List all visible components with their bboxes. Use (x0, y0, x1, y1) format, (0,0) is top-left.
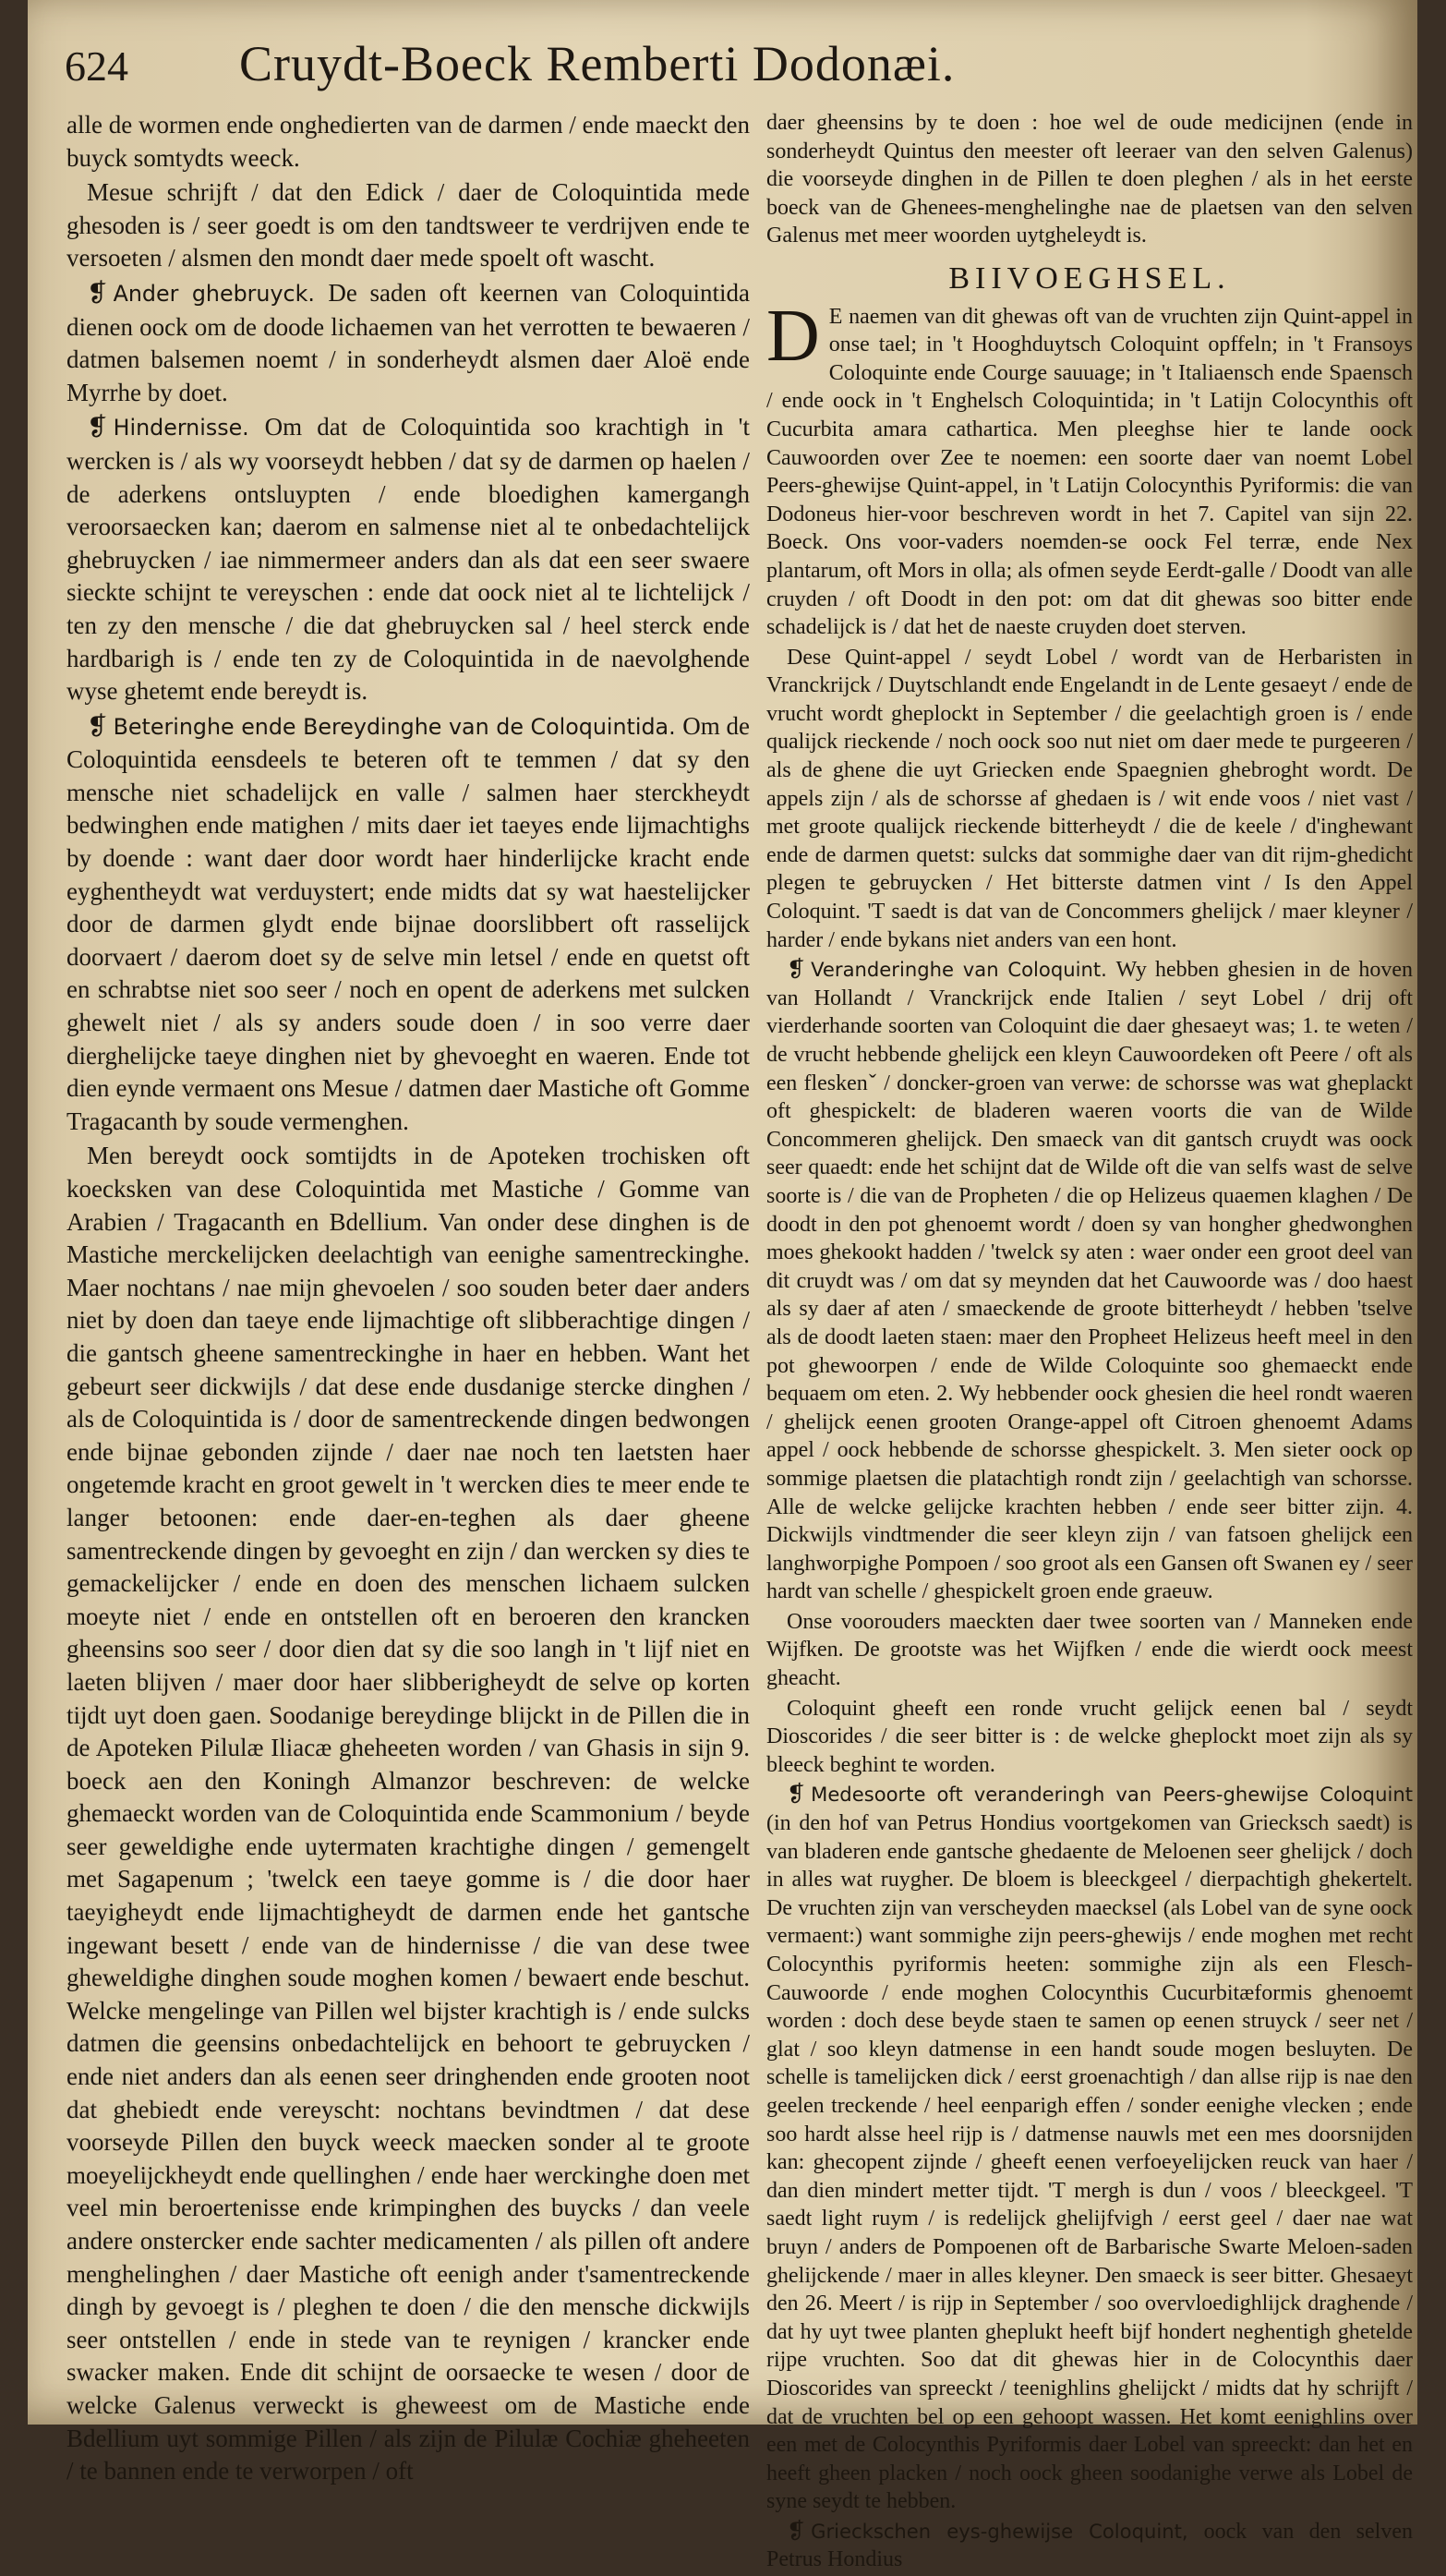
paragraph-text: De saden oft keernen van Coloquintida dienen oock om de doode lichaemen van het verrotten te bewaeren / datmen balsemen noemt / in sonderheydt alsmen daer Aloë ende Myrrhe by doet. (66, 278, 750, 406)
left-paragraph (66, 1140, 750, 2487)
running-head (65, 35, 1090, 100)
paragraph-text: Mesue schrijft / dat den Edick / daer de Coloquintida mede ghesoden is / seer goedt is om den tandtsweer te verdrijven ende te versoeten / alsmen den mondt daer mede spoelt oft wascht. (66, 178, 750, 272)
page-title: Cruydt-Boeck Remberti Dodonæi. (239, 36, 956, 91)
book-page (28, 0, 1417, 2572)
paragraph-text: E naemen van dit ghewas oft van de vruchten zijn Quint-appel in onse tael; in 't Hooghduytsch Coloquint opffeln; in 't Fransoys Coloquinte ende Courge sauuage; in 't Italiaensch ende Spaensch / ende oock in 't Enghelsch Coloquintida; in 't Latijn Colocynthis oft Cucurbita amara cathartica. Men pleeghse hier te lande oock Cauwoorden over Zee te noemen: een soorte daer van noemt Lobel Peers-ghewijse Quint-appel, in 't Latijn Colocynthis Pyriformis: die van Dodoneus hier-voor beschreven wordt in het 7. Capitel van sijn 22. Boeck. Ons voor-vaders noemden-se oock Fel terræ, ende Nex plantarum, oft Mors in olla; als ofmen seyde Eerdt-galle / Doodt van alle cruyden / oft Doodt in den pot: om dat dit ghewas soo bitter ende schadelijck is / dat het de naeste cruyden doet sterven. (766, 304, 1413, 640)
right-column (766, 109, 1413, 2576)
right-paragraph (766, 1608, 1413, 1693)
paragraph-text: alle de wormen ende onghedierten van de darmen / ende maeckt den buyck somtydts weeck. (66, 111, 750, 172)
paragraph-text: oock van den selven Petrus Hondius (766, 2519, 1413, 2572)
left-paragraph (66, 411, 750, 707)
right-paragraph (766, 1695, 1413, 1780)
right-paragraph (766, 956, 1413, 1606)
right-paragraph (766, 2518, 1413, 2574)
right-paragraph (766, 1781, 1413, 2515)
left-paragraph (66, 710, 750, 1139)
drop-cap: D (766, 295, 820, 377)
paragraph-mark-icon: ❡ (787, 2519, 806, 2544)
paragraph-mark-icon: ❡ (87, 413, 108, 441)
bijvoeghsel-body (766, 295, 1413, 2575)
paragraph-text: Wy hebben ghesien in de hoven van Hollandt / Vranckrijck ende Italien / seyt Lobel / drij oft vierderhande soorten van Coloquint die daer ghesaeyt was; 1. te weten / de vrucht hebbende ghelijck een kleyn Cauwoordeken oft Peere / oft als een fleskenˇ / doncker-groen van verwe: de schorsse was wat gheplackt oft ghespickelt: de bladeren waeren voorts die van de Wilde Concommeren ghelijck. Den smaeck van dit gantsch cruydt was oock seer quaedt: ende het schijnt dat de Wilde oft die van selfs wast de selve soorte is / die van de Propheten / die op Helizeus quaemen klaghen / De doodt in den pot ghenoemt wordt / doen sy van hongher ghedwonghen moes ghekookt hadden / 'twelck sy aten : waer onder een groot deel van dit cruydt was / om dat sy meynden dat het Cauwoorde was / doo haest als sy daer af aten / smaeckende de groote bitterheydt / hebben 'tselve als de doodt laeten staen: maer den Propheet Helizeus heeft meel in den pot ghewoorpen / ende de Wilde Coloquinte soo ghemaeckt ende bequaem om eten. 2. Wy hebbender oock ghesien die heel rondt waeren / ghelijck eenen grooten Orange-appel oft Citroen ghenoemt Adams appel / oock hebbende de schorsse ghespickelt. 3. Men sieter oock op sommige plaetsen die platachtigh rondt zijn / geelachtigh van schorsse. Alle de welcke gelijcke krachten hebben / ende seer bitter zijn. 4. Dickwijls vindtmender die seer kleyn zijn / van fatsoen ghelijck een langhworpighe Pompoen / soo groot als een Gansen oft Swanen ey / seer hardt van schelle / ghespickelt groen ende graeuw. (766, 958, 1413, 1604)
right-paragraph (766, 644, 1413, 955)
paragraph-text: (in den hof van Petrus Hondius voortgekomen van Griecksch saedt) is van bladeren ende gantsche ghedaente de Meloenen seer ghelijck / doch in alles wat ruygher. De bloem is bleeckgeel / dierpachtigh ghekertelt. De vruchten zijn van verscheyden maecksel (als Lobel van de syne oock vermaent:) want sommighe zijn peers-ghewijs / ende moghen met recht Colocynthis pyriformis heeten: sommighe zijn als een Flesch-Cauwoorde / ende moghen Colocynthis Cucurbitæformis ghenoemt worden : doch dese beyde staen te samen op eenen struyck / seer net / glat / soo kleyn datmense in een handt soude mogen besluyten. De schelle is tamelijcken dick / eerst groenachtigh / dan allse rijp is nae den geelen treckende / heel eenparigh effen / sonder eenighe vlecken ; ende soo hardt alsse heel rijp is / datmense nauwls met een mes doorsnijden kan: ghecopent zijnde / gheeft eenen verfoeyelijcken reuck van haer / dan dien mindert metter tijdt. 'T mergh is dun / voos / bleeckgeel. 'T saedt light ruym / is redelijck ghelijfvigh / eerst geel / daer nae wat bruyn / anders de Pompoenen oft de Barbarische Swarte Meloen-saden ghelijckende / maer in alles kleyner. Den smaeck is seer bitter. Ghesaeyt den 26. Meert / is rijp in September / soo overvloedighlijck draghende / dat hy uyt twee planten gheplukt heeft bijf hondert neghentigh ghetelde rijpe vruchten. Soo dat dit ghewas hier in de Colocynthis daer Dioscorides van spreeckt / teenighlins ghelijckt / midts dat hy schrijft / dat de vruchten bel op een gehoopt wassen. Het komt eenighlins over een met de Colocynthis Pyriformis daer Lobel van spreeckt: dan het en heeft gheen placken / noch oock gheen soodanighe verwe als Lobel de syne seydt te hebben. (766, 1811, 1413, 2514)
right-paragraph (766, 295, 1413, 642)
paragraph-lead: Grieckschen eys-ghewijse Coloquint, (811, 2519, 1204, 2543)
paragraph-mark-icon: ❡ (87, 711, 108, 740)
section-heading: BIIVOEGHSEL. (948, 260, 1231, 296)
paragraph-text: Dese Quint-appel / seydt Lobel / wordt van de Herbaristen in Vranckrijck / Duytschlandt ende Engelandt in de Lente gesaeyt / ende de vrucht wordt gheplockt in September / die geelachtigh groen is / ende qualijck rieckende / noch oock soo nut niet om daer mede te purgeeren / als de ghene die uyt Griecken ende Spaegnien ghebroght wordt. De appels zijn / als de schorsse af ghedaen is / wit ende voos / niet vast / met groote qualijck rieckende bitterheydt / die de keele / d'inghewant ende de darmen quetst: sulcks dat sommighe daer van dit rijm-ghedicht plegen te gebruycken / Het bitterste datmen vint / Is den Appel Coloquint. 'T saedt is dat van de Concommers ghelijck / maer kleyner / harder / ende bykans niet anders van een hont. (766, 645, 1413, 952)
paragraph-text: Coloquint gheeft een ronde vrucht gelijck eenen bal / seydt Dioscorides / die seer bitter is : de welcke gheplockt moet zijn als sy bleeck beghint te worden. (766, 1696, 1413, 1777)
paragraph-mark-icon: ❡ (87, 278, 108, 307)
paragraph-text: Onse voorouders maeckten daer twee soorten van / Manneken ende Wijfken. De grootste was het Wijfken / ende die wierdt oock meest gheacht. (766, 1609, 1413, 1691)
paragraph-text: Om de Coloquintida eensdeels te beteren oft te temmen / dat sy den mensche niet schadelijck en valle / salmen haer sterckheydt bedwinghen ende matighen / mits daer iet taeyes ende lijmachtighs by doende : want daer door wordt haer hinderlijcke kracht ende eyghentheydt wat verduystert; ende midts dat sy wat haestelijcker door de darmen glydt ende bijnae doorslibbert oft rasselijck doorvaert / daerom doet sy de selve min letsel / ende en quetst oft en schrabtse niet soo seer / noch en opent de aderkens met sulcken ghewelt niet / als sy anders soude doen / in soo verre daer dierghelijcke taeye dinghen niet by ghevoeght en waeren. Ende tot dien eynde vermaent ons Mesue / datmen daer Mastiche oft Gomme Tragacanth by soude vermenghen. (66, 711, 751, 1135)
paragraph-mark-icon: ❡ (787, 958, 806, 983)
left-paragraph (66, 277, 750, 409)
paragraph-mark-icon: ❡ (787, 1783, 806, 1808)
paragraph-lead: Hindernisse. (113, 415, 265, 441)
paragraph-lead: Medesoorte oft veranderingh van Peers-ghewijse Coloquint (811, 1783, 1413, 1807)
left-paragraph (66, 176, 750, 275)
paragraph-text: Om dat de Coloquintida soo krachtigh in 't wercken is / als wy voorseydt hebben / dat sy de darmen op haelen / de aderkens ontsluypten / ende bloedighen kamergangh veroorsaecken kan; daerom en salmense niet al te onbedachtelijck ghebruycken / iae nimmermeer anders dan als dat een seer swaere sieckte schijnt te vereyschen : ende dat oock niet al te lichtelijck / ten zy den mensche / die dat ghebruycken sal / heel sterck ende hardbarigh is / ende ten zy de Coloquintida in de naevolghende wyse ghetemt ende bereydt is. (66, 413, 751, 706)
paragraph-lead: Ander ghebruyck. (113, 280, 329, 307)
paragraph-lead: Beteringhe ende Bereydinghe van de Coloquintida. (113, 713, 683, 740)
paragraph-lead: Veranderinghe van Coloquint. (811, 958, 1116, 982)
left-column (66, 109, 750, 2490)
page-number: 624 (65, 42, 128, 90)
paragraph-text: Men bereydt oock somtijdts in de Apoteken trochisken oft koecksken van dese Coloquintida met Mastiche / Gomme van Arabien / Tragacanth en Bdellium. Van onder dese dinghen is de Mastiche merckelijcken deelachtigh van eenighe samentreckinghe. Maer nochtans / nae mijn ghevoelen / soo souden beter daer anders niet by doen dan taeye ende lijmachtige oft slibberachtige dingen / die gantsch gheene samentreckinghe in haer en hebben. Want het gebeurt seer dickwijls / dat dese ende dusdanige stercke dinghen / als de Coloquintida is / door de samentreckende dingen bedwongen ende bijnae gebonden zijnde / daer nae noch ten laetsten haer ongetemde kracht en groot gewelt in 't wercken dies te meer ende te langer betoonen: ende daer-en-teghen als daer gheene samentreckende dingen by gevoeght en zijn / dan wercken sy dies te gemackelijcker / ende en doen des menschen lichaem sulcken moeyte niet / ende en ontstellen oft en beroeren den krancken gheensins soo seer / door dien dat sy die soo langh in 't lijf niet en laeten blijven / maer door haer slibberigheydt de selve op korten tijdt uyt doen gaen. Soodanige bereydinge blijckt in de Pillen die in de Apoteken Pilulæ Iliacæ gheheeten worden / van Ghasis in sijn 9. boeck aen den Koningh Almanzor beschreven: de welcke ghemaeckt worden van de Coloquintida ende Scammonium / beyde seer geweldighe ende uytermaten krachtighe dingen / gemengelt met Sagapenum ; 'twelck een taeye gomme is / die door haer taeyigheydt ende lijmachtigheydt de darmen ende het gantsche ingewant besett / ende van de hindernisse / die van dese twee gheweldighe dinghen soude moghen komen / bewaert ende beschut. Welcke mengelinge van Pillen wel bijster krachtigh is / ende sulcks datmen die geensins onbedachtelijck en behoort te gebruycken / ende niet anders dan als eenen seer dringhenden ende grooten noot dat ghebiedt ende vereyscht: nochtans bevindtmen / dat dese voorseyde Pillen den buyck weeck maecken sonder al te groote moeyelijckheydt ende quellinghen / ende haer werckinghe doen met veel min beroertenisse ende krimpinghen des buycks / dan veele andere onstercker ende sachter medicamenten / als pillen oft andere menghelinghen / daer Mastiche oft eenigh ander t'samentreckende dingh by gevoegt is / pleghen te doen / die den mensche dickwijls seer ontstellen / ende in stede van te reynigen / krancker ende swacker maken. Ende dit schijnt de oorsaecke te wesen / door de welcke Galenus verweckt is gheweest om de Mastiche ende Bdellium uyt sommige Pillen / als zijn de Pilulæ Cochiæ gheheeten / te bannen ende te verworpen / oft (66, 1142, 750, 2485)
right-intro-paragraph: daer gheensins by te doen : hoe wel de oude medicijnen (ende in sonderheydt Quintus den meester oft leeraer van den selven Galenus) die voorseyde dinghen in de Pillen te doen pleghen / als in het eerste boeck van de Ghenees-menghelinghe nae de plaetsen van den selven Galenus met meer woorden uytgheleydt is. (766, 111, 1413, 248)
left-paragraph (66, 109, 750, 175)
